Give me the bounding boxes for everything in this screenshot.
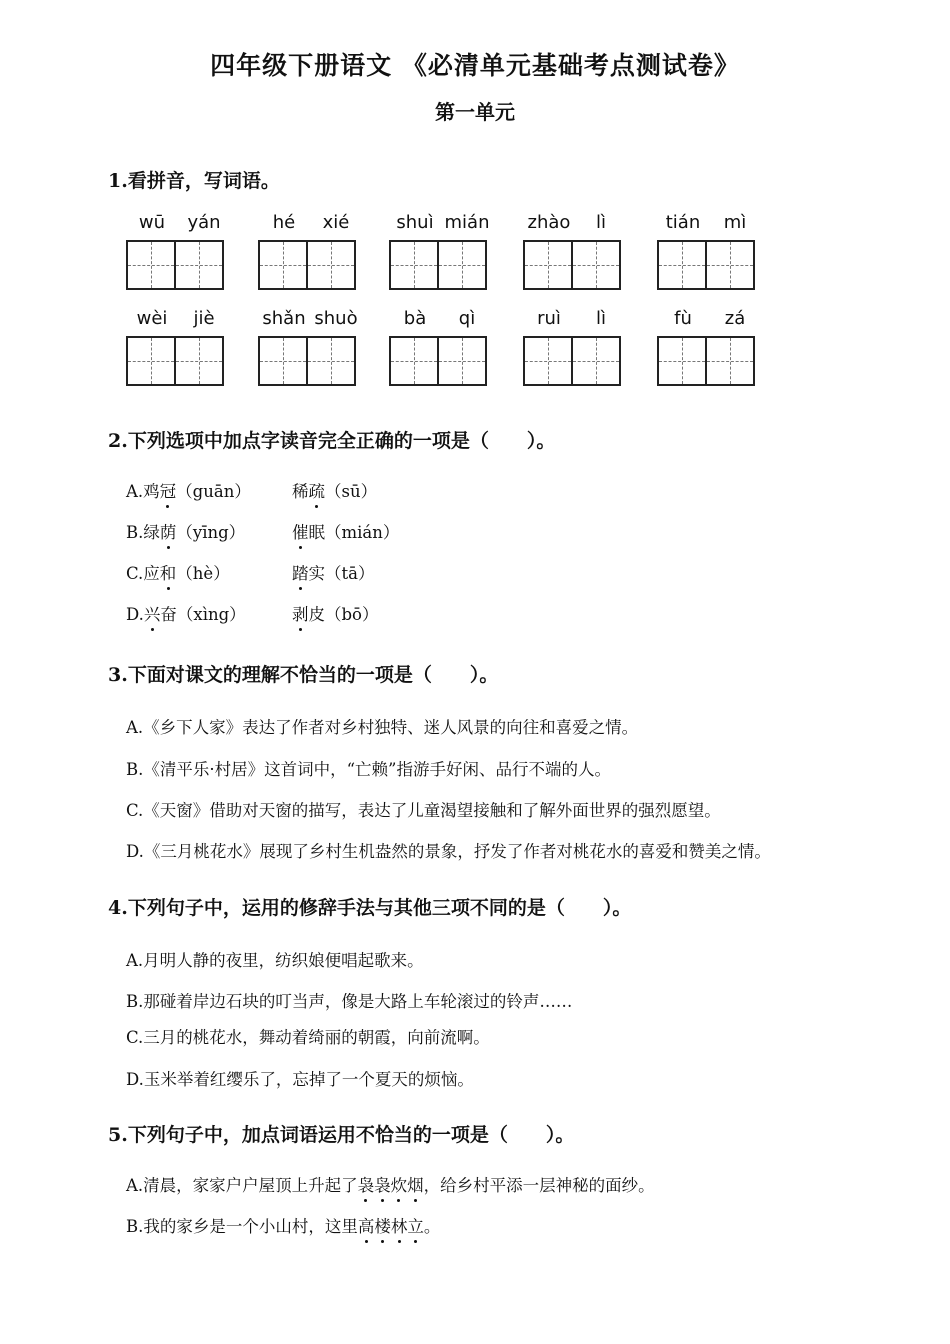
q3-option-a[interactable]: A.《乡下人家》表达了作者对乡村独特、迷人风景的向往和喜爱之情。	[126, 718, 639, 737]
pinyin-syllable: bà	[403, 308, 427, 329]
q4-option-a[interactable]: A.月明人静的夜里，纺织娘便唱起歌来。	[126, 951, 424, 970]
q2-option-a-left[interactable]	[126, 478, 251, 502]
pinyin-syllable: tián	[665, 212, 701, 233]
writing-box[interactable]	[523, 336, 573, 386]
writing-box[interactable]	[439, 240, 487, 290]
pinyin-word-group	[389, 212, 493, 322]
writing-box[interactable]	[176, 336, 224, 386]
pinyin-syllable: xié	[322, 212, 350, 233]
question-3-stem: 3.下面对课文的理解不恰当的一项是（ ）。	[108, 664, 499, 686]
pinyin-word-group	[657, 212, 761, 322]
writing-box[interactable]	[126, 336, 176, 386]
pinyin-word-group	[126, 308, 230, 418]
writing-box[interactable]	[573, 336, 621, 386]
writing-box[interactable]	[523, 240, 573, 290]
pinyin-word-group	[258, 308, 362, 418]
q3-option-b[interactable]: B.《清平乐·村居》这首词中，“亡赖”指游手好闲、品行不端的人。	[126, 760, 611, 779]
pinyin-syllable: lì	[595, 212, 606, 233]
pinyin-syllable: yán	[187, 212, 221, 233]
q4-option-d[interactable]: D.玉米举着红缨乐了，忘掉了一个夏天的烦恼。	[126, 1070, 474, 1089]
q2-option-d-left[interactable]: D.兴奋（xìng）	[126, 605, 246, 624]
pinyin-syllable: wèi	[136, 308, 168, 329]
writing-box[interactable]	[707, 240, 755, 290]
writing-box[interactable]	[707, 336, 755, 386]
page-title: 四年级下册语文 《必清单元基础考点测试卷》	[210, 51, 740, 80]
pinyin-word-group	[126, 212, 230, 322]
writing-box[interactable]	[126, 240, 176, 290]
writing-box[interactable]	[308, 240, 356, 290]
writing-box[interactable]	[258, 336, 308, 386]
question-5-stem: 5.下列句子中，加点词语运用不恰当的一项是（ ）。	[108, 1124, 575, 1146]
question-2-stem: 2.下列选项中加点字读音完全正确的一项是（ ）。	[108, 430, 556, 452]
q2-option-a-text: A.鸡冠（guān）	[126, 482, 251, 501]
q3-option-c[interactable]: C.《天窗》借助对天窗的描写，表达了儿童渴望接触和了解外面世界的强烈愿望。	[126, 801, 721, 820]
q2-option-c-right: 踏实（tā）	[292, 564, 375, 583]
writing-box[interactable]	[389, 240, 439, 290]
pinyin-syllable: shuò	[314, 308, 358, 329]
question-4-stem: 4.下列句子中，运用的修辞手法与其他三项不同的是（ ）。	[108, 897, 632, 919]
pinyin-syllable: shǎn	[262, 308, 306, 329]
writing-box[interactable]	[657, 240, 707, 290]
writing-box[interactable]	[176, 240, 224, 290]
writing-box[interactable]	[657, 336, 707, 386]
q2-option-c-left[interactable]: C.应和（hè）	[126, 564, 230, 583]
pinyin-word-group	[258, 212, 362, 322]
pinyin-syllable: hé	[272, 212, 296, 233]
pinyin-syllable: wū	[138, 212, 166, 233]
pinyin-syllable: fù	[674, 308, 692, 329]
pinyin-syllable: zhào	[527, 212, 571, 233]
q3-option-d[interactable]: D.《三月桃花水》展现了乡村生机盎然的景象，抒发了作者对桃花水的喜爱和赞美之情。	[126, 842, 771, 861]
writing-box[interactable]	[439, 336, 487, 386]
pinyin-syllable: zá	[724, 308, 746, 329]
pinyin-syllable: jiè	[193, 308, 215, 329]
pinyin-syllable: qì	[458, 308, 476, 329]
q4-option-c[interactable]: C.三月的桃花水，舞动着绮丽的朝霞，向前流啊。	[126, 1028, 490, 1047]
question-1-stem: 1.看拼音，写词语。	[108, 170, 280, 192]
q5-option-b[interactable]: B.我的家乡是一个小山村，这里高楼林立。	[126, 1217, 441, 1236]
unit-subtitle: 第一单元	[435, 100, 515, 124]
writing-box[interactable]	[308, 336, 356, 386]
pinyin-word-group	[657, 308, 761, 418]
q2-option-b-right: 催眠（mián）	[292, 523, 400, 542]
q2-option-b-left[interactable]: B.绿荫（yīng）	[126, 523, 246, 542]
pinyin-word-group	[389, 308, 493, 418]
pinyin-word-group	[523, 308, 627, 418]
q5-option-a[interactable]: A.清晨，家家户户屋顶上升起了袅袅炊烟，给乡村平添一层神秘的面纱。	[126, 1176, 655, 1195]
q4-option-b[interactable]: B.那碰着岸边石块的叮当声，像是大路上车轮滚过的铃声……	[126, 992, 573, 1011]
pinyin-syllable: ruì	[537, 308, 561, 329]
q2-option-d-right: 剥皮（bō）	[292, 605, 379, 624]
writing-box[interactable]	[389, 336, 439, 386]
pinyin-syllable: shuì	[396, 212, 434, 233]
q2-option-a-right: 稀疏（sū）	[292, 482, 378, 501]
pinyin-syllable: mián	[444, 212, 490, 233]
writing-box[interactable]	[258, 240, 308, 290]
pinyin-syllable: lì	[595, 308, 606, 329]
pinyin-word-group	[523, 212, 627, 322]
pinyin-syllable: mì	[723, 212, 747, 233]
writing-box[interactable]	[573, 240, 621, 290]
